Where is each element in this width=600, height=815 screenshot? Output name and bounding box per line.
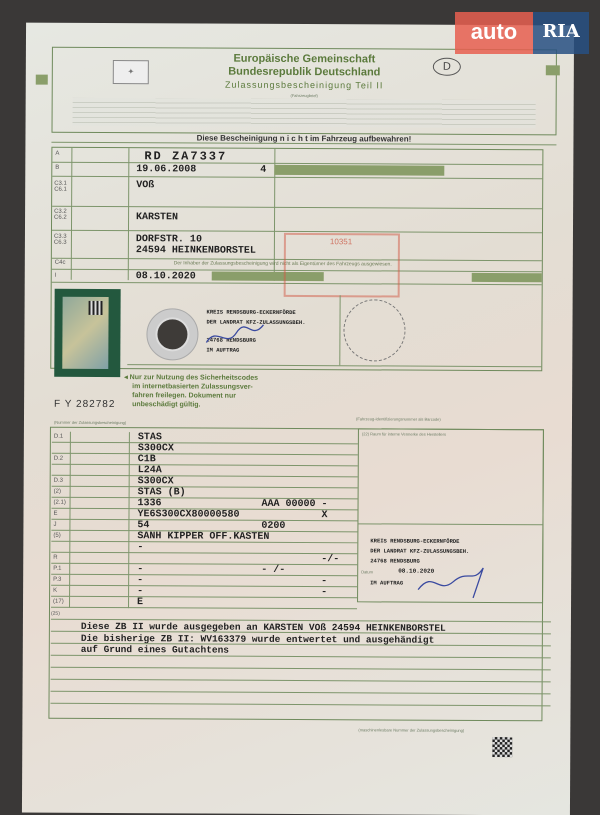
row-code: D.2 <box>52 456 70 462</box>
document-number: F Y 282782 <box>54 399 115 410</box>
security-text-2: im internetbasierten Zulassungsver- <box>124 382 258 392</box>
qr-code-icon <box>89 301 103 315</box>
top-table <box>50 147 543 372</box>
header-line3: Zulassungsbescheinigung Teil II <box>53 79 556 92</box>
machine-number-label: (maschinenlesbare Nummer der Zulassungsbescheinigung) <box>358 727 464 733</box>
code-i: I <box>55 273 57 279</box>
row-code: J <box>51 522 69 528</box>
right-stamp-line2: DER LANDRAT KFZ-ZULASSUNGSBEH. <box>370 547 469 555</box>
code-c33: C3.3 C6.3 <box>54 234 72 246</box>
row-extra-value: - <box>321 587 327 598</box>
red-stamp <box>284 233 400 298</box>
row-label <box>70 432 130 443</box>
official-seal <box>146 308 198 360</box>
street: DORFSTR. 10 <box>136 234 202 245</box>
registration-plate: RD ZA7337 <box>144 149 227 163</box>
row-code: P.1 <box>51 566 69 572</box>
row-label <box>70 487 130 498</box>
row-label <box>70 498 130 509</box>
right-stamp-line4: IM AUFTRAG <box>370 579 403 586</box>
code-a: A <box>55 151 59 157</box>
row-label <box>69 520 129 531</box>
stamp-line4: IM AUFTRAG <box>206 347 239 354</box>
row-value: - <box>137 564 143 575</box>
ownership-note: Der Inhaber der Zulassungsbescheinigung wird nicht als Eigentümer des Fahrzeugs ausgewiesen. <box>174 260 392 267</box>
code-c31: C3.1 C6.1 <box>54 181 72 193</box>
right-stamp-line3: 24768 RENDSBURG <box>370 557 420 564</box>
watermark-auto: auto <box>455 12 533 54</box>
security-text-3: fahren freilegen. Dokument nur <box>124 391 258 401</box>
row-value: - <box>137 586 143 597</box>
row-value: 1336 <box>138 498 162 509</box>
right-stamp-line1: KREIS RENDSBURG-ECKERNFÖRDE <box>370 537 459 544</box>
city: 24594 HEINKENBORSTEL <box>136 245 256 257</box>
row-extra-value: -/- <box>321 554 339 565</box>
row-value: - <box>137 575 143 586</box>
seal-placeholder <box>343 299 405 361</box>
row-label <box>70 465 130 476</box>
row-label <box>70 476 130 487</box>
vin-barcode-label: (Fahrzeug-Identifizierungsnummer als Barcode) <box>356 416 441 421</box>
table-row <box>51 597 357 610</box>
registration-document <box>22 23 574 815</box>
row-label <box>69 597 129 608</box>
code-b: B <box>55 165 59 171</box>
first-name: KARSTEN <box>136 212 178 223</box>
row-value: YE6S300CX80000580 <box>137 509 239 521</box>
row-value: E <box>137 597 143 608</box>
code-c32: C3.2 C6.2 <box>54 209 72 221</box>
country-oval: D <box>433 58 461 76</box>
row-code: (17) <box>51 599 69 605</box>
row-code: D.3 <box>52 478 70 484</box>
row-value: STAS <box>138 432 162 443</box>
header-line4: (Fahrzeugbrief) <box>53 92 556 100</box>
remarks-line1: Diese ZB II wurde ausgegeben an KARSTEN VOß 24594 HEINKENBORSTEL <box>81 621 446 634</box>
security-text-4: unbeschädigt gültig. <box>124 400 258 410</box>
row-code: (5) <box>51 533 69 539</box>
first-registration-date: 19.06.2008 <box>136 164 196 175</box>
row-code: P.3 <box>51 577 69 583</box>
row-extra-value: - /- <box>261 565 285 576</box>
security-text-1: Nur zur Nutzung des Sicherheitscodes <box>130 374 258 382</box>
row-code: K <box>51 588 69 594</box>
row-extra-value: - <box>321 576 327 587</box>
signature <box>413 560 503 600</box>
translations-text <box>73 98 536 128</box>
row-label <box>69 531 129 542</box>
row-value: SANH KIPPER OFF.KASTEN <box>137 531 269 543</box>
row-label <box>69 542 129 553</box>
stamp-line3: 24768 RENDSBURG <box>206 337 256 344</box>
row-label <box>69 564 129 575</box>
right-stamp-date: 08.10.2020 <box>398 568 434 575</box>
remarks-code: (25) <box>51 611 60 617</box>
row-label <box>70 454 130 465</box>
row-label <box>69 586 129 597</box>
row-code: (2.1) <box>52 500 70 506</box>
header-line2: Bundesrepublik Deutschland <box>53 65 556 80</box>
number-label: (Nummer der Zulassungsbescheinigung) <box>54 420 126 425</box>
security-hologram <box>54 289 120 377</box>
row-value: 54 <box>137 520 149 531</box>
row-code: D.1 <box>52 434 70 440</box>
row-extra-value: AAA 00000 - <box>262 499 328 510</box>
red-stamp-number: 10351 <box>330 237 352 246</box>
row-value: C1B <box>138 454 156 465</box>
row-extra-value: 0200 <box>261 521 285 532</box>
arrow-left-icon: ◂ <box>124 374 128 381</box>
internal-notes-box <box>357 428 544 603</box>
row-label <box>69 509 129 520</box>
signature <box>201 320 271 350</box>
warning-text: Diese Bescheinigung n i c h t im Fahrzeug aufbewahren! <box>51 133 556 146</box>
watermark-ria: RIA <box>533 12 589 54</box>
row-code: (2) <box>52 489 70 495</box>
previous-holders-count: 4 <box>260 165 266 176</box>
row-code: E <box>51 511 69 517</box>
header-box <box>51 47 556 136</box>
datamatrix-icon <box>492 737 512 757</box>
stamp-line2: DER LANDRAT KFZ-ZULASSUNGSBEH. <box>206 319 305 327</box>
row-value: S300CX <box>138 476 174 487</box>
code-c4c: C4c <box>55 260 66 266</box>
datum-label: Datum <box>361 569 373 574</box>
row-code: R <box>51 555 69 561</box>
issue-date: 08.10.2020 <box>136 271 196 282</box>
header-line1: Europäische Gemeinschaft <box>53 52 556 67</box>
security-note <box>124 373 258 410</box>
row-value: S300CX <box>138 443 174 454</box>
row-value: L24A <box>138 465 162 476</box>
row-value: - <box>137 542 143 553</box>
remarks-text <box>81 621 446 657</box>
row-label <box>70 443 130 454</box>
eu-flag-icon: ✦ <box>113 60 149 84</box>
remarks-line2: Die bisherige ZB II: WV163379 wurde entwertet und ausgehändigt <box>81 632 446 645</box>
row-label <box>69 553 129 564</box>
row-value: STAS (B) <box>138 487 186 498</box>
remarks-line3: auf Grund eines Gutachtens <box>81 644 446 657</box>
internal-notes-title: (22) Raum für interne Vermerke des Herstellers <box>362 431 446 436</box>
green-mark <box>36 75 48 85</box>
green-mark <box>546 65 560 75</box>
surname: VOß <box>136 180 154 191</box>
row-label <box>69 575 129 586</box>
stamp-line1: KREIS RENDSBURG-ECKERNFÖRDE <box>207 309 296 316</box>
row-extra-value: X <box>321 510 327 521</box>
